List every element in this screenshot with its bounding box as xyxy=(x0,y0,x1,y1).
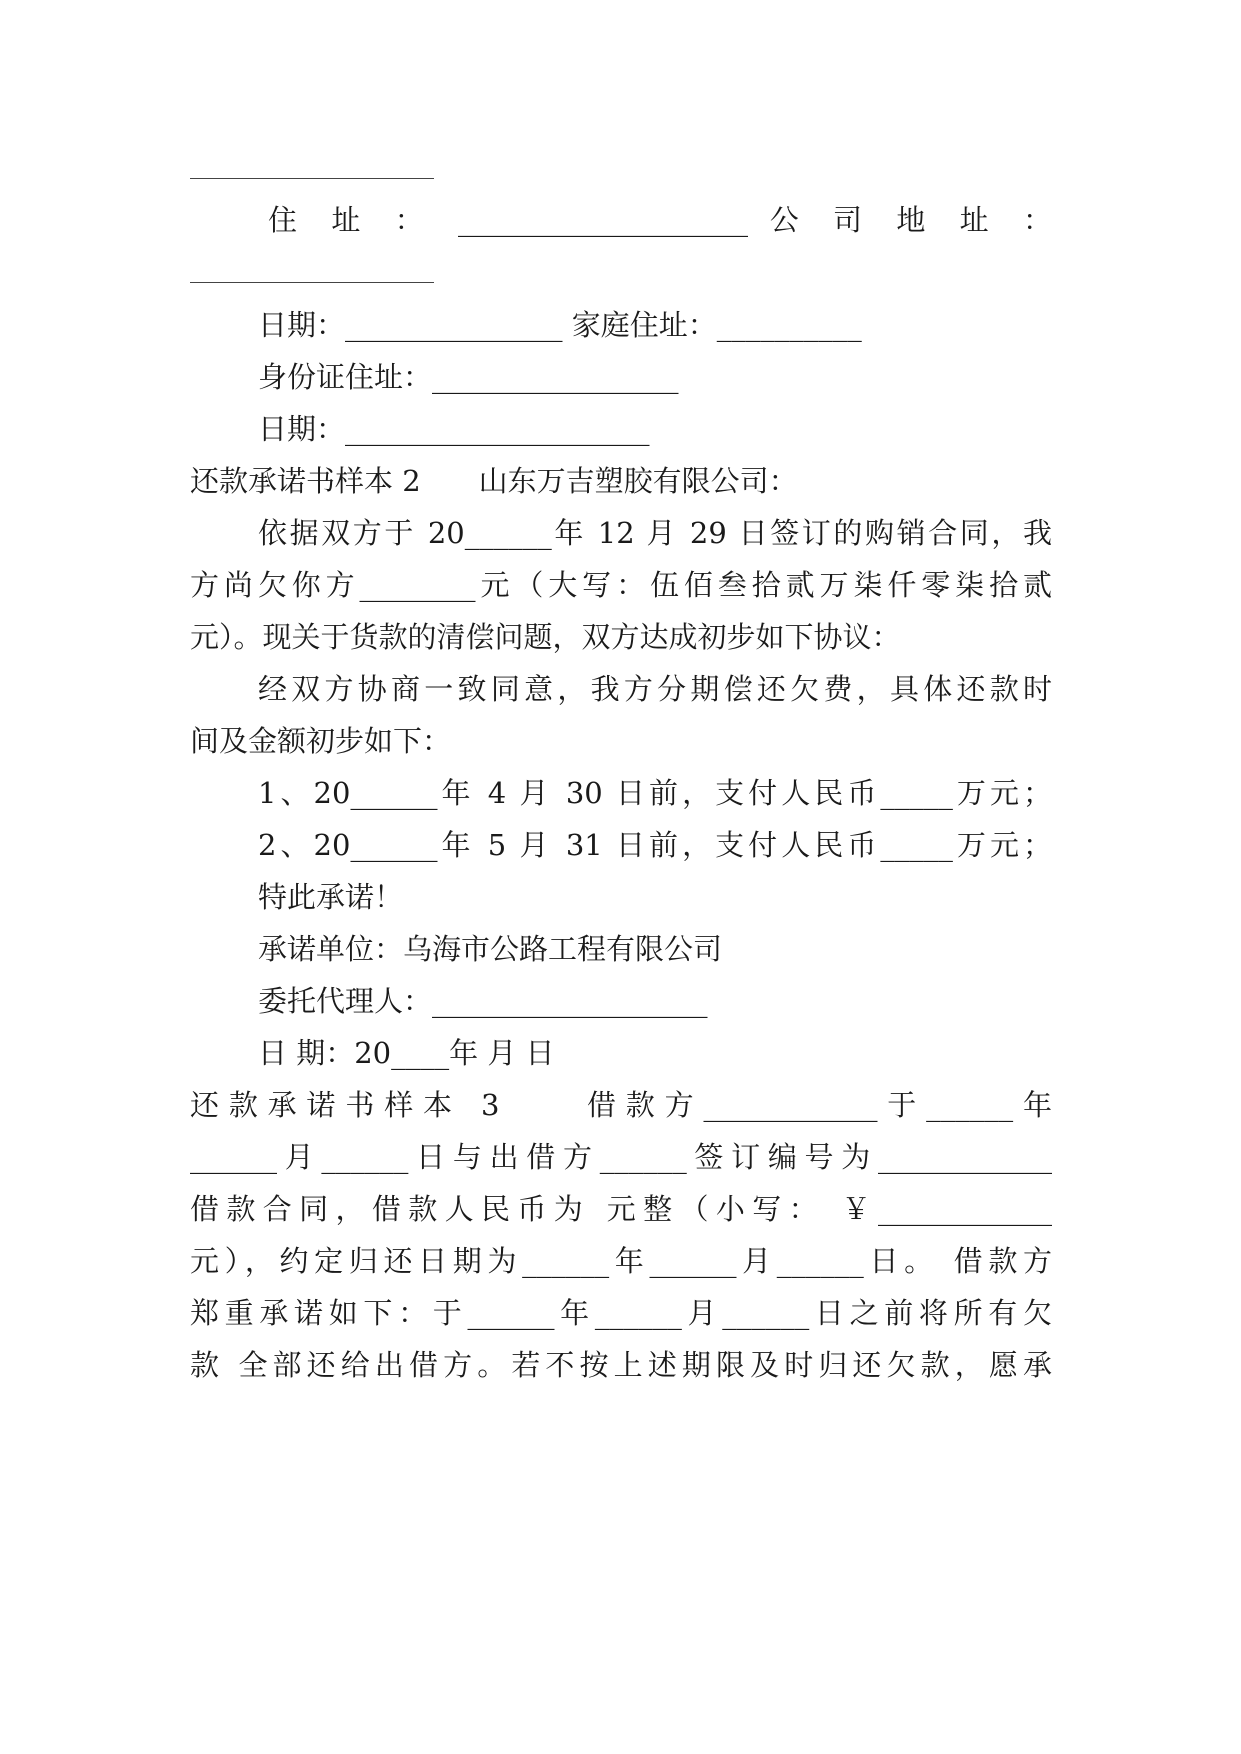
commitment-statement: 特此承诺！ xyxy=(258,880,404,914)
sample-2-para-5: 间及金额初步如下： xyxy=(190,724,452,758)
authorized-agent: 委托代理人：___________________ xyxy=(258,984,708,1018)
address-line: 住 址 ： ____________________ 公 司 地 址 ： xyxy=(268,203,1052,237)
date-line-1: 日期：_____________________ xyxy=(258,412,650,446)
sample-3-para-4: 郑重承诺如下：于______年______月______日之前将所有欠 xyxy=(190,1296,1052,1330)
committing-unit: 承诺单位：乌海市公路工程有限公司 xyxy=(258,932,723,966)
sample-3-para-2: 借款合同，借款人民币为 元整（小写： ￥____________ xyxy=(190,1192,1052,1226)
blank-rule-top xyxy=(190,178,434,179)
id-address-line: 身份证住址：_________________ xyxy=(258,360,679,394)
sample-2-para-3: 元）。现关于货款的清偿问题，双方达成初步如下协议： xyxy=(190,620,901,654)
sample-3-para-1: ______月______日与出借方______签订编号为____________ xyxy=(190,1140,1052,1174)
sample-2-para-1: 依据双方于 20______年 12 月 29 日签订的购销合同，我 xyxy=(258,516,1052,550)
sample-3-para-3: 元），约定归还日期为______年______月______日。 借款方 xyxy=(190,1244,1052,1278)
sample-3-heading: 还款承诺书样本 3 借款方____________于______年 xyxy=(190,1088,1052,1122)
sample-2-para-2: 方尚欠你方________元（大写：伍佰叁拾贰万柒仟零柒拾贰 xyxy=(190,568,1052,602)
date-home-address-line: 日期：_______________ 家庭住址：__________ xyxy=(258,308,862,342)
payment-item-1: 1、20______年 4 月 30 日前，支付人民币_____万元； xyxy=(258,776,1052,810)
sample-2-para-4: 经双方协商一致同意，我方分期偿还欠费，具体还款时 xyxy=(258,672,1052,706)
date-line-2: 日 期：20____年 月 日 xyxy=(258,1036,555,1070)
blank-rule-company-address xyxy=(190,282,434,283)
payment-item-2: 2、20______年 5 月 31 日前，支付人民币_____万元； xyxy=(258,828,1052,862)
sample-2-heading: 还款承诺书样本 2 山东万吉塑胶有限公司： xyxy=(190,464,798,498)
sample-3-para-5: 款 全部还给出借方。若不按上述期限及时归还欠款，愿承 xyxy=(190,1348,1052,1382)
